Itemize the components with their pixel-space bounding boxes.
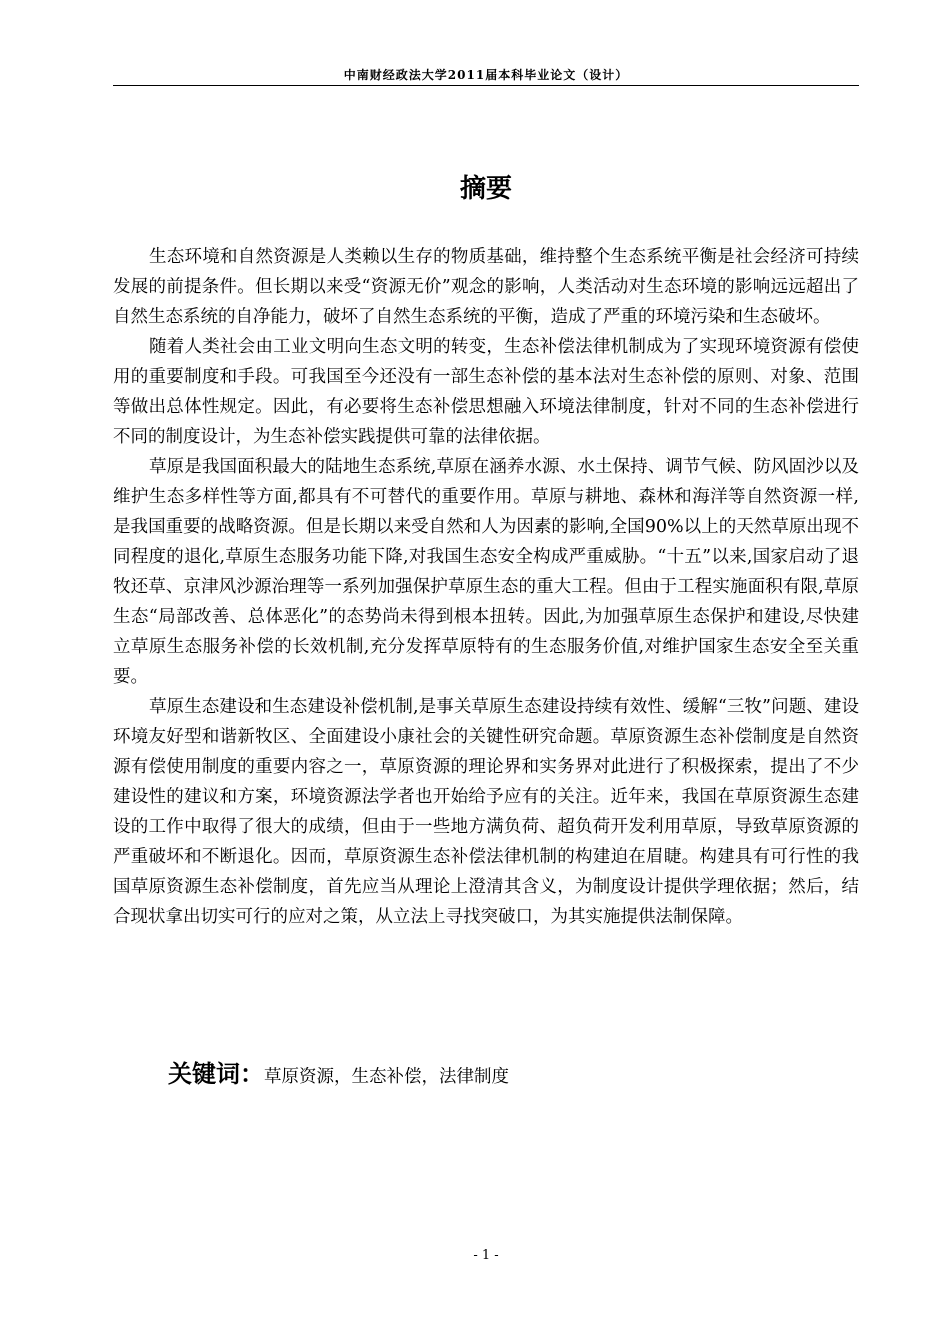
- abstract-body: [113, 242, 859, 932]
- running-head: 中南财经政法大学2011届本科毕业论文（设计）: [343, 68, 629, 82]
- abstract-paragraph-2: 随着人类社会由工业文明向生态文明的转变，生态补偿法律机制成为了实现环境资源有偿使用的重要制度和手段。可我国至今还没有一部生态补偿的基本法对生态补偿的原则、对象、范围等做出总体性规定。因此，有必要将生态补偿思想融入环境法律制度，针对不同的生态补偿进行不同的制度设计，为生态补偿实践提供可靠的法律依据。: [113, 337, 859, 447]
- keywords-value: 草原资源，生态补偿，法律制度: [264, 1067, 509, 1087]
- abstract-title: 摘要: [459, 174, 512, 204]
- abstract-paragraph-3: 草原是我国面积最大的陆地生态系统,草原在涵养水源、水土保持、调节气候、防风固沙以及维护生态多样性等方面,都具有不可替代的重要作用。草原与耕地、森林和海洋等自然资源一样,是我国重要的战略资源。但是长期以来受自然和人为因素的影响,全国90%以上的天然草原出现不同程度的退化,草原生态服务功能下降,对我国生态安全构成严重威胁。“十五”以来,国家启动了退牧还草、京津风沙源治理等一系列加强保护草原生态的重大工程。但由于工程实施面积有限,草原生态“局部改善、总体恶化”的态势尚未得到根本扭转。因此,为加强草原生态保护和建设,尽快建立草原生态服务补偿的长效机制,充分发挥草原特有的生态服务价值,对维护国家生态安全至关重要。: [113, 457, 859, 687]
- page-number: - 1 -: [473, 1248, 499, 1263]
- keywords-line: [168, 1054, 509, 1089]
- abstract-paragraph-4: 草原生态建设和生态建设补偿机制,是事关草原生态建设持续有效性、缓解“三牧”问题、建设环境友好型和谐新牧区、全面建设小康社会的关键性研究命题。草原资源生态补偿制度是自然资源有偿使用制度的重要内容之一，草原资源的理论界和实务界对此进行了积极探索，提出了不少建设性的建议和方案，环境资源法学者也开始给予应有的关注。近年来，我国在草原资源生态建设的工作中取得了很大的成绩，但由于一些地方满负荷、超负荷开发利用草原，导致草原资源的严重破坏和不断退化。因而，草原资源生态补偿法律机制的构建迫在眉睫。构建具有可行性的我国草原资源生态补偿制度，首先应当从理论上澄清其含义，为制度设计提供学理依据；然后，结合现状拿出切实可行的应对之策，从立法上寻找突破口，为其实施提供法制保障。: [113, 697, 859, 927]
- abstract-paragraph-1: 生态环境和自然资源是人类赖以生存的物质基础，维持整个生态系统平衡是社会经济可持续发展的前提条件。但长期以来受“资源无价”观念的影响，人类活动对生态环境的影响远远超出了自然生态系统的自净能力，破坏了自然生态系统的平衡，造成了严重的环境污染和生态破坏。: [113, 247, 859, 327]
- keywords-label: 关键词：: [168, 1060, 264, 1088]
- header-rule: [113, 85, 859, 86]
